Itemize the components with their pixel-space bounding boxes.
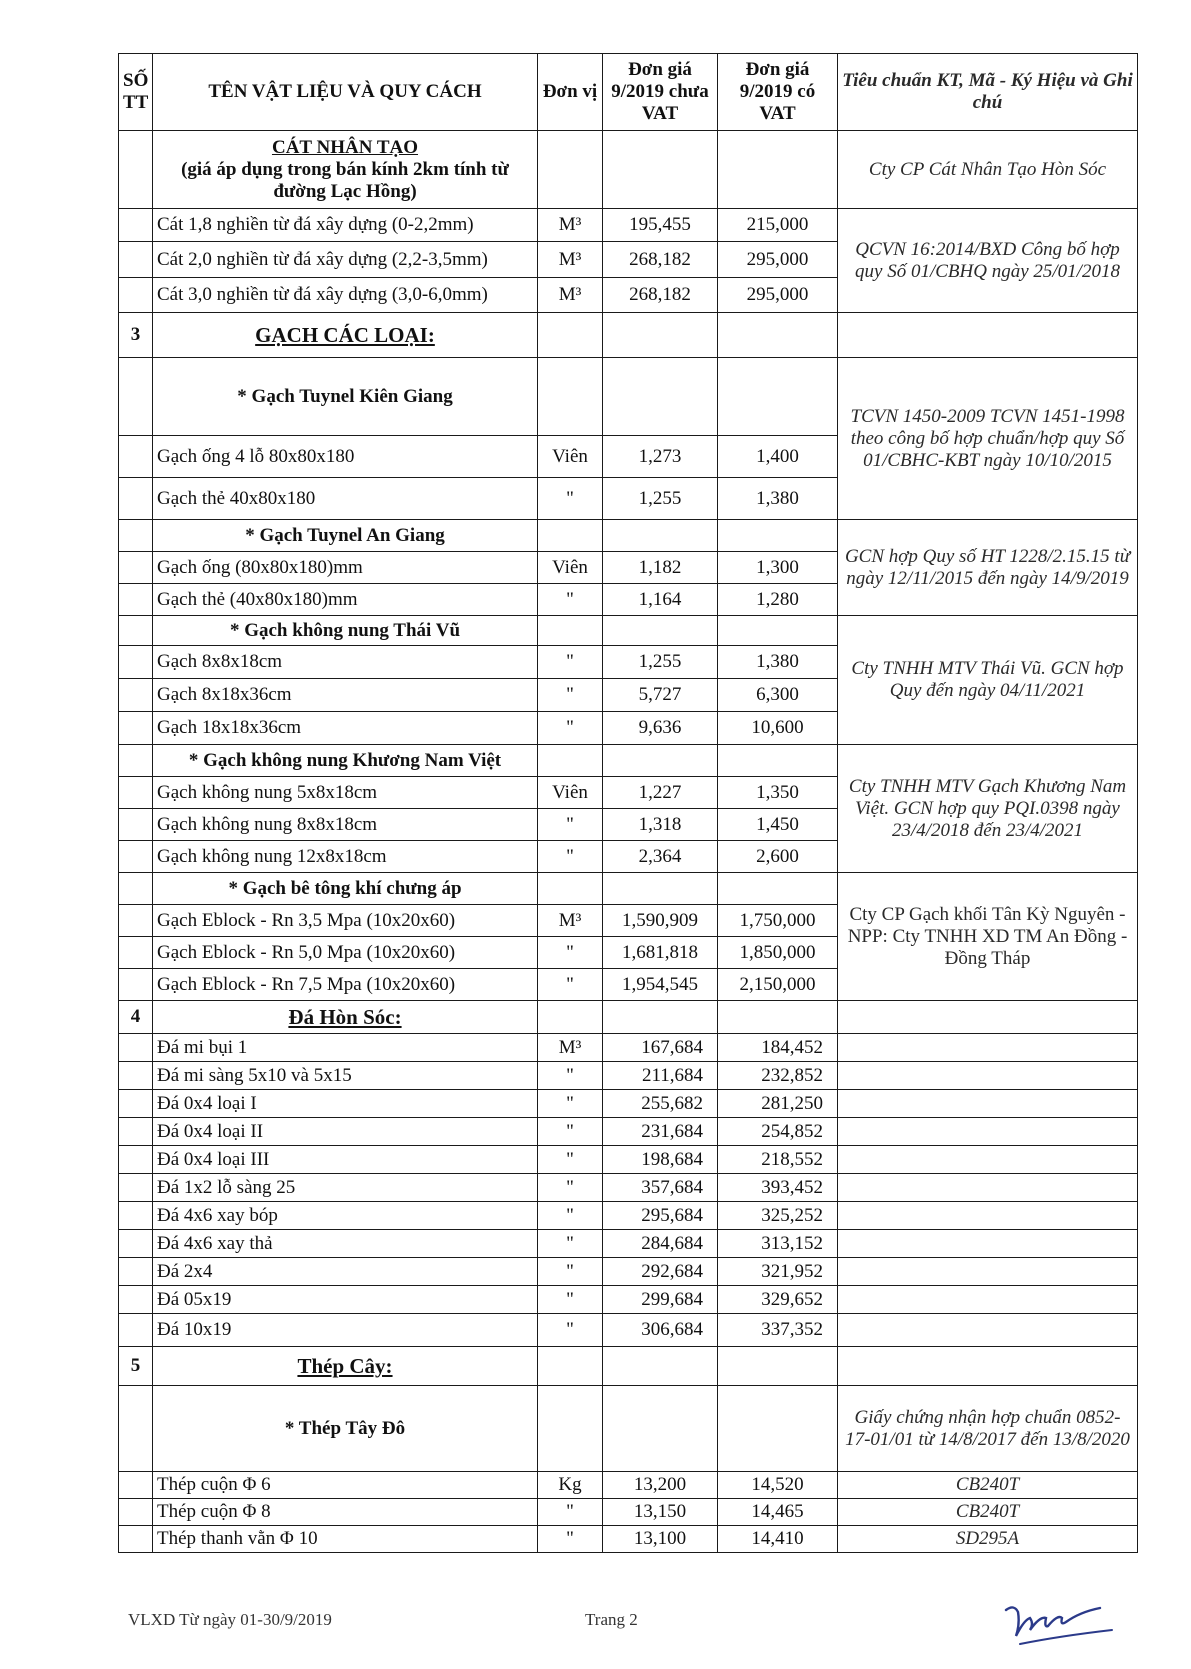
item-unit: M³ bbox=[538, 209, 603, 242]
item-name: Đá mi bụi 1 bbox=[153, 1034, 538, 1062]
item-name: Đá 2x4 bbox=[153, 1258, 538, 1286]
section-title: GẠCH CÁC LOẠI: bbox=[153, 313, 538, 358]
item-unit: " bbox=[538, 937, 603, 969]
header-note: Tiêu chuẩn KT, Mã - Ký Hiệu và Ghi chú bbox=[838, 54, 1138, 131]
footer-page-number: Trang 2 bbox=[585, 1610, 638, 1629]
item-name: Đá 0x4 loại I bbox=[153, 1090, 538, 1118]
item-price-no-vat: 198,684 bbox=[603, 1146, 718, 1174]
item-price-no-vat: 295,684 bbox=[603, 1202, 718, 1230]
item-name: Gạch Eblock - Rn 3,5 Mpa (10x20x60) bbox=[153, 905, 538, 937]
tay-do-note: Giấy chứng nhận hợp chuẩn 0852-17-01/01 từ 14/8/2017 đến 13/8/2020 bbox=[838, 1386, 1138, 1472]
item-price-vat: 321,952 bbox=[718, 1258, 838, 1286]
item-unit: " bbox=[538, 1174, 603, 1202]
cat-nhan-tao-note: Cty CP Cát Nhân Tạo Hòn Sóc bbox=[838, 131, 1138, 209]
an-giang-note: GCN hợp Quy số HT 1228/2.15.15 từ ngày 12/11/2015 đến ngày 14/9/2019 bbox=[838, 520, 1138, 616]
item-price-vat: 14,520 bbox=[718, 1472, 838, 1499]
item-price-vat: 184,452 bbox=[718, 1034, 838, 1062]
header-row bbox=[119, 54, 1138, 131]
item-note: CB240T bbox=[838, 1499, 1138, 1526]
item-unit: " bbox=[538, 1146, 603, 1174]
subgroup-title: * Gạch không nung Thái Vũ bbox=[153, 616, 538, 646]
header-price-no-vat: Đơn giá 9/2019 chưa VAT bbox=[603, 54, 718, 131]
item-price-no-vat: 195,455 bbox=[603, 209, 718, 242]
item-name: Cát 2,0 nghiền từ đá xây dựng (2,2-3,5mm) bbox=[153, 242, 538, 278]
section-row bbox=[119, 1001, 1138, 1034]
item-price-vat: 1,380 bbox=[718, 478, 838, 520]
section-title: Đá Hòn Sóc: bbox=[153, 1001, 538, 1034]
table-row bbox=[119, 1090, 1138, 1118]
item-name: Gạch không nung 8x8x18cm bbox=[153, 809, 538, 841]
item-unit: " bbox=[538, 809, 603, 841]
item-name: Gạch Eblock - Rn 7,5 Mpa (10x20x60) bbox=[153, 969, 538, 1001]
item-name: Thép cuộn Φ 8 bbox=[153, 1499, 538, 1526]
item-price-no-vat: 268,182 bbox=[603, 278, 718, 313]
item-name: Thép cuộn Φ 6 bbox=[153, 1472, 538, 1499]
item-unit: " bbox=[538, 1118, 603, 1146]
subgroup-title: * Gạch Tuynel Kiên Giang bbox=[153, 358, 538, 436]
section-number: 4 bbox=[119, 1001, 153, 1034]
subgroup-title: * Thép Tây Đô bbox=[153, 1386, 538, 1472]
item-price-vat: 6,300 bbox=[718, 679, 838, 712]
item-unit: " bbox=[538, 1314, 603, 1347]
item-price-vat: 1,400 bbox=[718, 436, 838, 478]
item-price-no-vat: 13,100 bbox=[603, 1526, 718, 1553]
khuong-nam-viet-note: Cty TNHH MTV Gạch Khương Nam Việt. GCN hợp quy PQI.0398 ngày 23/4/2018 đến 23/4/2021 bbox=[838, 745, 1138, 873]
item-unit: " bbox=[538, 1526, 603, 1553]
table-row bbox=[119, 1314, 1138, 1347]
item-unit: " bbox=[538, 478, 603, 520]
thai-vu-note: Cty TNHH MTV Thái Vũ. GCN hợp Quy đến ngày 04/11/2021 bbox=[838, 616, 1138, 745]
item-note: SD295A bbox=[838, 1526, 1138, 1553]
item-price-vat: 10,600 bbox=[718, 712, 838, 745]
item-unit: " bbox=[538, 1286, 603, 1314]
item-unit: Viên bbox=[538, 777, 603, 809]
item-price-vat: 1,850,000 bbox=[718, 937, 838, 969]
item-name: Đá 1x2 lỗ sàng 25 bbox=[153, 1174, 538, 1202]
item-name: Gạch thẻ (40x80x180)mm bbox=[153, 584, 538, 616]
item-name: Đá 4x6 xay bóp bbox=[153, 1202, 538, 1230]
header-unit: Đơn vị bbox=[538, 54, 603, 131]
table-row bbox=[119, 1230, 1138, 1258]
price-table bbox=[118, 53, 1138, 1553]
item-price-no-vat: 1,681,818 bbox=[603, 937, 718, 969]
subgroup-row bbox=[119, 1386, 1138, 1472]
item-price-no-vat: 1,318 bbox=[603, 809, 718, 841]
item-price-vat: 2,150,000 bbox=[718, 969, 838, 1001]
item-price-no-vat: 1,164 bbox=[603, 584, 718, 616]
item-price-vat: 1,450 bbox=[718, 809, 838, 841]
item-price-vat: 281,250 bbox=[718, 1090, 838, 1118]
item-name: Đá mi sàng 5x10 và 5x15 bbox=[153, 1062, 538, 1090]
item-unit: M³ bbox=[538, 1034, 603, 1062]
header-price-vat: Đơn giá 9/2019 có VAT bbox=[718, 54, 838, 131]
item-price-no-vat: 1,255 bbox=[603, 478, 718, 520]
item-name: Gạch không nung 5x8x18cm bbox=[153, 777, 538, 809]
item-unit: Kg bbox=[538, 1472, 603, 1499]
item-price-no-vat: 255,682 bbox=[603, 1090, 718, 1118]
item-name: Thép thanh vằn Φ 10 bbox=[153, 1526, 538, 1553]
item-name: Đá 05x19 bbox=[153, 1286, 538, 1314]
item-name: Gạch 8x8x18cm bbox=[153, 646, 538, 679]
item-price-no-vat: 1,255 bbox=[603, 646, 718, 679]
item-unit: " bbox=[538, 1230, 603, 1258]
table-row bbox=[119, 1499, 1138, 1526]
item-price-vat: 1,300 bbox=[718, 552, 838, 584]
item-unit: " bbox=[538, 679, 603, 712]
item-name: Gạch Eblock - Rn 5,0 Mpa (10x20x60) bbox=[153, 937, 538, 969]
item-price-no-vat: 1,954,545 bbox=[603, 969, 718, 1001]
item-price-no-vat: 1,273 bbox=[603, 436, 718, 478]
table-row bbox=[119, 1202, 1138, 1230]
header-name: TÊN VẬT LIỆU VÀ QUY CÁCH bbox=[153, 54, 538, 131]
item-unit: Viên bbox=[538, 436, 603, 478]
item-price-vat: 14,410 bbox=[718, 1526, 838, 1553]
item-price-no-vat: 1,227 bbox=[603, 777, 718, 809]
item-price-no-vat: 2,364 bbox=[603, 841, 718, 873]
cat-items-note: QCVN 16:2014/BXD Công bố hợp quy Số 01/CBHQ ngày 25/01/2018 bbox=[838, 209, 1138, 313]
item-price-vat: 295,000 bbox=[718, 278, 838, 313]
cat-nhan-tao-title: CÁT NHÂN TẠO bbox=[271, 136, 419, 158]
subgroup-row bbox=[119, 745, 1138, 777]
item-price-vat: 232,852 bbox=[718, 1062, 838, 1090]
item-price-no-vat: 9,636 bbox=[603, 712, 718, 745]
category-row bbox=[119, 131, 1138, 209]
item-price-vat: 2,600 bbox=[718, 841, 838, 873]
item-price-vat: 14,465 bbox=[718, 1499, 838, 1526]
item-price-vat: 1,280 bbox=[718, 584, 838, 616]
item-price-no-vat: 357,684 bbox=[603, 1174, 718, 1202]
item-price-no-vat: 306,684 bbox=[603, 1314, 718, 1347]
subgroup-row bbox=[119, 616, 1138, 646]
section-title: Thép Cây: bbox=[153, 1347, 538, 1386]
section-row bbox=[119, 313, 1138, 358]
signature-mark bbox=[1000, 1590, 1120, 1650]
item-unit: " bbox=[538, 1062, 603, 1090]
item-price-no-vat: 299,684 bbox=[603, 1286, 718, 1314]
item-unit: " bbox=[538, 969, 603, 1001]
table-row bbox=[119, 1258, 1138, 1286]
item-price-no-vat: 231,684 bbox=[603, 1118, 718, 1146]
item-name: Gạch ống (80x80x180)mm bbox=[153, 552, 538, 584]
item-price-vat: 329,652 bbox=[718, 1286, 838, 1314]
cat-nhan-tao-subtitle: (giá áp dụng trong bán kính 2km tính từ đường Lạc Hồng) bbox=[181, 158, 509, 202]
item-name: Đá 0x4 loại II bbox=[153, 1118, 538, 1146]
section-number: 3 bbox=[119, 313, 153, 358]
item-name: Cát 1,8 nghiền từ đá xây dựng (0-2,2mm) bbox=[153, 209, 538, 242]
subgroup-row bbox=[119, 520, 1138, 552]
table-row bbox=[119, 209, 1138, 242]
kien-giang-note: TCVN 1450-2009 TCVN 1451-1998 theo công bố hợp chuẩn/hợp quy Số 01/CBHC-KBT ngày 10/10/2015 bbox=[838, 358, 1138, 520]
item-unit: M³ bbox=[538, 278, 603, 313]
category-title bbox=[153, 131, 538, 209]
item-price-vat: 313,152 bbox=[718, 1230, 838, 1258]
item-price-no-vat: 1,182 bbox=[603, 552, 718, 584]
item-price-no-vat: 1,590,909 bbox=[603, 905, 718, 937]
item-unit: M³ bbox=[538, 905, 603, 937]
table-row bbox=[119, 1034, 1138, 1062]
item-price-vat: 393,452 bbox=[718, 1174, 838, 1202]
item-unit: " bbox=[538, 1202, 603, 1230]
item-unit: " bbox=[538, 712, 603, 745]
item-price-no-vat: 268,182 bbox=[603, 242, 718, 278]
table-row bbox=[119, 1118, 1138, 1146]
item-name: Cát 3,0 nghiền từ đá xây dựng (3,0-6,0mm) bbox=[153, 278, 538, 313]
item-price-no-vat: 211,684 bbox=[603, 1062, 718, 1090]
item-price-vat: 295,000 bbox=[718, 242, 838, 278]
item-name: Gạch ống 4 lỗ 80x80x180 bbox=[153, 436, 538, 478]
header-stt: SỐ TT bbox=[119, 54, 153, 131]
item-price-vat: 1,380 bbox=[718, 646, 838, 679]
be-tong-note: Cty CP Gạch khối Tân Kỳ Nguyên - NPP: Cty TNHH XD TM An Đồng - Đồng Tháp bbox=[838, 873, 1138, 1001]
subgroup-row bbox=[119, 358, 1138, 436]
item-name: Gạch thẻ 40x80x180 bbox=[153, 478, 538, 520]
item-price-vat: 337,352 bbox=[718, 1314, 838, 1347]
item-price-no-vat: 13,200 bbox=[603, 1472, 718, 1499]
item-name: Đá 10x19 bbox=[153, 1314, 538, 1347]
item-unit: " bbox=[538, 1258, 603, 1286]
item-price-no-vat: 13,150 bbox=[603, 1499, 718, 1526]
item-price-no-vat: 292,684 bbox=[603, 1258, 718, 1286]
item-unit: " bbox=[538, 841, 603, 873]
item-note: CB240T bbox=[838, 1472, 1138, 1499]
subgroup-title: * Gạch Tuynel An Giang bbox=[153, 520, 538, 552]
subgroup-title: * Gạch bê tông khí chưng áp bbox=[153, 873, 538, 905]
table-row bbox=[119, 1526, 1138, 1553]
item-name: Gạch không nung 12x8x18cm bbox=[153, 841, 538, 873]
item-name: Đá 0x4 loại III bbox=[153, 1146, 538, 1174]
item-price-vat: 215,000 bbox=[718, 209, 838, 242]
table-row bbox=[119, 1174, 1138, 1202]
item-price-no-vat: 167,684 bbox=[603, 1034, 718, 1062]
item-name: Gạch 18x18x36cm bbox=[153, 712, 538, 745]
table-row bbox=[119, 1472, 1138, 1499]
table-row bbox=[119, 1146, 1138, 1174]
section-number: 5 bbox=[119, 1347, 153, 1386]
item-name: Gạch 8x18x36cm bbox=[153, 679, 538, 712]
item-price-vat: 254,852 bbox=[718, 1118, 838, 1146]
subgroup-row bbox=[119, 873, 1138, 905]
item-unit: " bbox=[538, 646, 603, 679]
item-unit: Viên bbox=[538, 552, 603, 584]
section-row bbox=[119, 1347, 1138, 1386]
item-price-vat: 1,750,000 bbox=[718, 905, 838, 937]
table-row bbox=[119, 1286, 1138, 1314]
item-name: Đá 4x6 xay thả bbox=[153, 1230, 538, 1258]
item-unit: " bbox=[538, 1499, 603, 1526]
item-price-vat: 218,552 bbox=[718, 1146, 838, 1174]
item-price-vat: 325,252 bbox=[718, 1202, 838, 1230]
item-price-no-vat: 284,684 bbox=[603, 1230, 718, 1258]
footer-date: VLXD Từ ngày 01-30/9/2019 bbox=[128, 1610, 332, 1629]
item-price-no-vat: 5,727 bbox=[603, 679, 718, 712]
item-unit: " bbox=[538, 584, 603, 616]
item-price-vat: 1,350 bbox=[718, 777, 838, 809]
subgroup-title: * Gạch không nung Khương Nam Việt bbox=[153, 745, 538, 777]
item-unit: M³ bbox=[538, 242, 603, 278]
item-unit: " bbox=[538, 1090, 603, 1118]
table-row bbox=[119, 1062, 1138, 1090]
